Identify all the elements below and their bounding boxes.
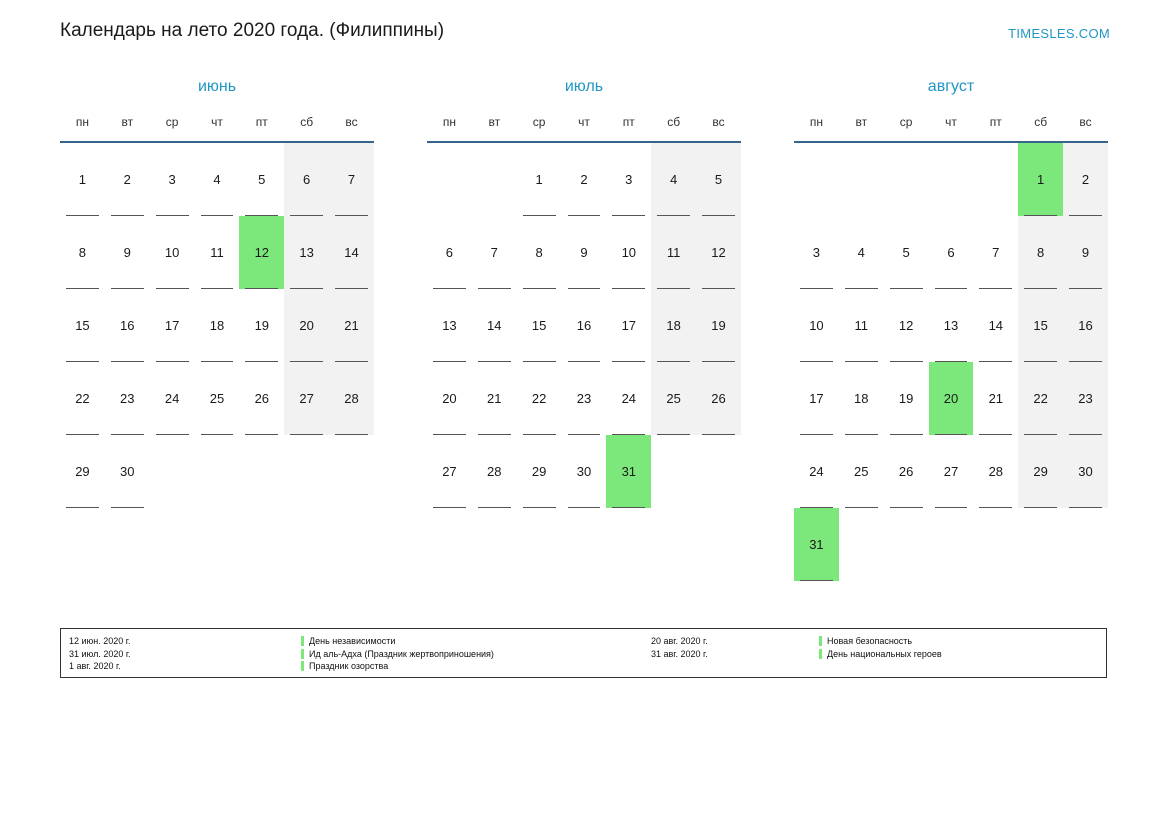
day-cell[interactable] <box>884 362 929 435</box>
weekday-header: чт <box>195 110 240 142</box>
day-cell[interactable] <box>1018 362 1063 435</box>
day-cell[interactable] <box>239 362 284 435</box>
weekday-header: вс <box>1063 110 1108 142</box>
day-number: 29 <box>517 435 562 508</box>
day-cell[interactable] <box>794 216 839 289</box>
day-cell[interactable] <box>929 289 974 362</box>
day-cell[interactable] <box>562 289 607 362</box>
day-number: 4 <box>839 216 884 289</box>
weekday-header: чт <box>929 110 974 142</box>
day-cell[interactable] <box>284 289 329 362</box>
day-number: 20 <box>929 362 974 435</box>
legend-holiday-date: 20 авг. 2020 г. <box>651 636 708 646</box>
day-cell[interactable] <box>606 362 651 435</box>
day-number: 19 <box>696 289 741 362</box>
day-number: 17 <box>150 289 195 362</box>
day-cell[interactable] <box>105 435 150 508</box>
day-number: 29 <box>1018 435 1063 508</box>
day-number: 5 <box>239 143 284 216</box>
day-number <box>839 508 884 581</box>
day-number: 8 <box>517 216 562 289</box>
day-number: 27 <box>427 435 472 508</box>
day-number: 23 <box>105 362 150 435</box>
legend-holiday-date: 12 июн. 2020 г. <box>69 636 131 646</box>
day-cell[interactable] <box>517 362 562 435</box>
day-number: 18 <box>195 289 240 362</box>
legend-holiday-name: Ид аль-Адха (Праздник жертвоприношения) <box>301 648 651 661</box>
legend-names-column-1 <box>301 635 651 673</box>
day-cell[interactable] <box>1063 289 1108 362</box>
day-cell-holiday[interactable] <box>239 216 284 289</box>
day-cell[interactable] <box>472 435 517 508</box>
day-number: 5 <box>696 143 741 216</box>
month-table <box>427 110 741 508</box>
weekday-header: пт <box>606 110 651 142</box>
day-cell-empty <box>794 142 839 216</box>
day-number <box>651 435 696 508</box>
day-number: 22 <box>517 362 562 435</box>
day-cell[interactable] <box>651 216 696 289</box>
day-number <box>696 435 741 508</box>
day-number: 7 <box>973 216 1018 289</box>
day-number: 18 <box>651 289 696 362</box>
day-number <box>973 143 1018 216</box>
weekday-header: сб <box>651 110 696 142</box>
day-cell[interactable] <box>239 289 284 362</box>
weekday-header: чт <box>562 110 607 142</box>
legend-holiday-name: День независимости <box>301 635 651 648</box>
day-cell[interactable] <box>105 216 150 289</box>
day-number: 25 <box>651 362 696 435</box>
day-number: 25 <box>839 435 884 508</box>
day-cell-empty <box>284 435 329 508</box>
month-name: июль <box>564 78 604 95</box>
day-cell[interactable] <box>284 216 329 289</box>
day-number: 24 <box>606 362 651 435</box>
day-number: 16 <box>105 289 150 362</box>
day-number: 19 <box>884 362 929 435</box>
weekday-header: ср <box>150 110 195 142</box>
day-number: 2 <box>1063 143 1108 216</box>
week-row <box>427 435 741 508</box>
day-cell[interactable] <box>60 142 105 216</box>
day-cell[interactable] <box>60 216 105 289</box>
day-cell-holiday[interactable] <box>794 508 839 581</box>
day-cell[interactable] <box>973 216 1018 289</box>
day-number: 20 <box>284 289 329 362</box>
day-number <box>794 143 839 216</box>
page-header <box>60 20 1110 50</box>
day-cell[interactable] <box>973 289 1018 362</box>
weekday-header: сб <box>1018 110 1063 142</box>
day-number: 16 <box>1063 289 1108 362</box>
day-cell[interactable] <box>517 216 562 289</box>
day-number: 1 <box>60 143 105 216</box>
day-number: 9 <box>105 216 150 289</box>
day-cell[interactable] <box>696 216 741 289</box>
day-cell-empty <box>839 508 884 581</box>
weekday-header: пт <box>973 110 1018 142</box>
day-cell[interactable] <box>606 142 651 216</box>
week-row <box>794 362 1108 435</box>
day-number: 17 <box>794 362 839 435</box>
weekday-header: пн <box>60 110 105 142</box>
day-number <box>329 435 374 508</box>
day-number: 9 <box>562 216 607 289</box>
day-number: 12 <box>696 216 741 289</box>
day-number <box>239 435 284 508</box>
day-cell[interactable] <box>472 216 517 289</box>
day-cell-holiday[interactable] <box>606 435 651 508</box>
day-cell[interactable] <box>195 289 240 362</box>
week-row <box>794 142 1108 216</box>
day-cell-holiday[interactable] <box>929 362 974 435</box>
day-cell[interactable] <box>884 216 929 289</box>
day-cell[interactable] <box>1063 435 1108 508</box>
day-number: 11 <box>839 289 884 362</box>
week-row <box>60 362 374 435</box>
week-row <box>60 435 374 508</box>
month-table <box>794 110 1108 581</box>
day-cell[interactable] <box>150 216 195 289</box>
day-cell[interactable] <box>60 435 105 508</box>
day-cell[interactable] <box>929 435 974 508</box>
day-number: 12 <box>239 216 284 289</box>
day-number: 13 <box>427 289 472 362</box>
day-number: 21 <box>329 289 374 362</box>
day-number: 4 <box>195 143 240 216</box>
legend-holiday-date: 1 авг. 2020 г. <box>69 661 121 671</box>
day-number: 30 <box>105 435 150 508</box>
day-number: 15 <box>517 289 562 362</box>
day-cell[interactable] <box>105 289 150 362</box>
day-number: 5 <box>884 216 929 289</box>
day-cell-empty <box>329 435 374 508</box>
day-cell[interactable] <box>1018 216 1063 289</box>
holiday-legend <box>60 628 1107 678</box>
day-cell-empty <box>929 142 974 216</box>
week-row <box>60 142 374 216</box>
day-number: 4 <box>651 143 696 216</box>
day-number: 3 <box>794 216 839 289</box>
day-number: 2 <box>562 143 607 216</box>
week-row <box>60 289 374 362</box>
day-cell-empty <box>651 435 696 508</box>
day-cell[interactable] <box>1063 142 1108 216</box>
day-number: 27 <box>284 362 329 435</box>
day-cell[interactable] <box>973 435 1018 508</box>
day-cell[interactable] <box>150 362 195 435</box>
day-number: 26 <box>696 362 741 435</box>
day-number: 10 <box>794 289 839 362</box>
day-number: 26 <box>884 435 929 508</box>
day-number: 11 <box>195 216 240 289</box>
day-cell[interactable] <box>60 362 105 435</box>
day-cell-empty <box>195 435 240 508</box>
day-cell[interactable] <box>427 289 472 362</box>
week-row <box>794 435 1108 508</box>
day-number: 6 <box>427 216 472 289</box>
day-number: 10 <box>150 216 195 289</box>
legend-dates-column-2 <box>651 635 819 673</box>
day-cell[interactable] <box>329 216 374 289</box>
day-cell[interactable] <box>973 362 1018 435</box>
months-container <box>60 78 1109 581</box>
month-name: июнь <box>197 78 237 95</box>
day-number: 28 <box>973 435 1018 508</box>
day-number <box>427 143 472 216</box>
day-cell[interactable] <box>839 362 884 435</box>
weekday-header: пт <box>239 110 284 142</box>
day-number: 13 <box>284 216 329 289</box>
day-number: 23 <box>1063 362 1108 435</box>
month-block <box>794 78 1108 581</box>
legend-holiday-date: 31 авг. 2020 г. <box>651 648 708 659</box>
day-number: 21 <box>973 362 1018 435</box>
day-number: 12 <box>884 289 929 362</box>
weekday-header: вт <box>839 110 884 142</box>
legend-holiday-date: 31 июл. 2020 г. <box>69 648 131 659</box>
day-number <box>150 435 195 508</box>
day-cell[interactable] <box>427 362 472 435</box>
week-row <box>794 216 1108 289</box>
day-number: 13 <box>929 289 974 362</box>
day-cell[interactable] <box>105 362 150 435</box>
day-number: 14 <box>329 216 374 289</box>
day-number <box>884 143 929 216</box>
day-cell[interactable] <box>696 289 741 362</box>
day-number: 2 <box>105 143 150 216</box>
day-cell-empty <box>884 508 929 581</box>
day-number: 8 <box>1018 216 1063 289</box>
day-cell[interactable] <box>651 142 696 216</box>
weekday-header: пн <box>794 110 839 142</box>
day-number: 29 <box>60 435 105 508</box>
day-cell[interactable] <box>1018 435 1063 508</box>
week-row <box>427 289 741 362</box>
day-cell[interactable] <box>517 289 562 362</box>
day-cell[interactable] <box>329 289 374 362</box>
day-cell[interactable] <box>517 142 562 216</box>
day-cell-empty <box>973 508 1018 581</box>
day-number: 6 <box>284 143 329 216</box>
month-table <box>60 110 374 508</box>
day-cell-empty <box>973 142 1018 216</box>
site-brand-link[interactable]: TIMESLES.COM <box>1008 26 1110 41</box>
day-cell[interactable] <box>195 362 240 435</box>
day-number: 28 <box>472 435 517 508</box>
day-cell[interactable] <box>651 362 696 435</box>
day-number: 15 <box>1018 289 1063 362</box>
weekday-header: вт <box>472 110 517 142</box>
day-cell[interactable] <box>794 289 839 362</box>
day-number: 22 <box>1018 362 1063 435</box>
page-title: Календарь на лето 2020 года. (Филиппины) <box>60 20 445 41</box>
legend-holiday-name: Новая безопасность <box>819 635 1089 648</box>
day-number: 28 <box>329 362 374 435</box>
day-number: 7 <box>329 143 374 216</box>
day-number: 23 <box>562 362 607 435</box>
day-number: 15 <box>60 289 105 362</box>
day-cell[interactable] <box>651 289 696 362</box>
month-block <box>60 78 374 581</box>
day-cell[interactable] <box>284 362 329 435</box>
day-number: 11 <box>651 216 696 289</box>
day-number: 25 <box>195 362 240 435</box>
day-cell[interactable] <box>329 142 374 216</box>
weekday-header: пн <box>427 110 472 142</box>
day-cell[interactable] <box>1063 362 1108 435</box>
month-block <box>427 78 741 581</box>
day-cell[interactable] <box>884 289 929 362</box>
day-cell[interactable] <box>794 435 839 508</box>
day-number: 16 <box>562 289 607 362</box>
day-cell-empty <box>929 508 974 581</box>
day-cell[interactable] <box>195 142 240 216</box>
day-number: 30 <box>562 435 607 508</box>
day-cell-empty <box>472 142 517 216</box>
day-number: 14 <box>472 289 517 362</box>
legend-dates-column-1 <box>69 635 301 673</box>
day-cell-empty <box>884 142 929 216</box>
day-cell[interactable] <box>562 435 607 508</box>
day-number: 1 <box>517 143 562 216</box>
day-number <box>195 435 240 508</box>
day-number <box>973 508 1018 581</box>
legend-holiday-name: Праздник озорства <box>301 660 651 673</box>
day-cell-empty <box>1018 508 1063 581</box>
weekday-header: вс <box>696 110 741 142</box>
day-number <box>884 508 929 581</box>
day-number: 30 <box>1063 435 1108 508</box>
weekday-header: ср <box>884 110 929 142</box>
day-cell[interactable] <box>839 216 884 289</box>
day-cell[interactable] <box>562 362 607 435</box>
day-cell[interactable] <box>839 435 884 508</box>
day-cell[interactable] <box>427 216 472 289</box>
day-cell[interactable] <box>562 216 607 289</box>
day-number: 3 <box>150 143 195 216</box>
day-cell[interactable] <box>696 142 741 216</box>
day-cell[interactable] <box>562 142 607 216</box>
day-number: 3 <box>606 143 651 216</box>
day-cell[interactable] <box>929 216 974 289</box>
day-cell[interactable] <box>606 216 651 289</box>
weekday-header: вт <box>105 110 150 142</box>
day-number: 20 <box>427 362 472 435</box>
week-row <box>60 216 374 289</box>
day-cell-empty <box>839 142 884 216</box>
day-number: 22 <box>60 362 105 435</box>
day-cell[interactable] <box>195 216 240 289</box>
day-number: 10 <box>606 216 651 289</box>
day-cell-empty <box>696 435 741 508</box>
day-cell-empty <box>239 435 284 508</box>
day-number: 17 <box>606 289 651 362</box>
week-row <box>794 289 1108 362</box>
day-cell[interactable] <box>60 289 105 362</box>
day-cell[interactable] <box>472 362 517 435</box>
day-number: 19 <box>239 289 284 362</box>
day-cell[interactable] <box>606 289 651 362</box>
day-cell[interactable] <box>472 289 517 362</box>
day-cell-empty <box>1063 508 1108 581</box>
day-number: 21 <box>472 362 517 435</box>
day-number <box>839 143 884 216</box>
day-number: 31 <box>606 435 651 508</box>
weekday-header: сб <box>284 110 329 142</box>
day-number <box>472 143 517 216</box>
day-number <box>1063 508 1108 581</box>
day-number: 7 <box>472 216 517 289</box>
week-row <box>794 508 1108 581</box>
day-cell[interactable] <box>150 289 195 362</box>
weekday-header: вс <box>329 110 374 142</box>
day-cell[interactable] <box>105 142 150 216</box>
day-number: 27 <box>929 435 974 508</box>
day-cell-holiday[interactable] <box>1018 142 1063 216</box>
day-number: 14 <box>973 289 1018 362</box>
day-cell[interactable] <box>794 362 839 435</box>
day-number <box>929 143 974 216</box>
day-cell[interactable] <box>1063 216 1108 289</box>
day-cell[interactable] <box>284 142 329 216</box>
day-cell-empty <box>150 435 195 508</box>
day-cell[interactable] <box>839 289 884 362</box>
day-number <box>1018 508 1063 581</box>
day-cell[interactable] <box>239 142 284 216</box>
day-cell-empty <box>427 142 472 216</box>
day-number: 24 <box>794 435 839 508</box>
day-cell[interactable] <box>329 362 374 435</box>
day-number: 8 <box>60 216 105 289</box>
month-name: август <box>927 78 975 95</box>
day-number: 24 <box>150 362 195 435</box>
day-cell[interactable] <box>150 142 195 216</box>
day-cell[interactable] <box>696 362 741 435</box>
day-cell[interactable] <box>427 435 472 508</box>
day-cell[interactable] <box>884 435 929 508</box>
day-number: 26 <box>239 362 284 435</box>
week-row <box>427 142 741 216</box>
day-number: 31 <box>794 508 839 581</box>
day-number: 9 <box>1063 216 1108 289</box>
day-cell[interactable] <box>517 435 562 508</box>
legend-holiday-name: День национальных героев <box>819 648 1089 661</box>
weekday-header: ср <box>517 110 562 142</box>
day-number: 6 <box>929 216 974 289</box>
day-cell[interactable] <box>1018 289 1063 362</box>
week-row <box>427 216 741 289</box>
day-number: 18 <box>839 362 884 435</box>
day-number <box>929 508 974 581</box>
week-row <box>427 362 741 435</box>
day-number: 1 <box>1018 143 1063 216</box>
day-number <box>284 435 329 508</box>
legend-names-column-2 <box>819 635 1089 673</box>
